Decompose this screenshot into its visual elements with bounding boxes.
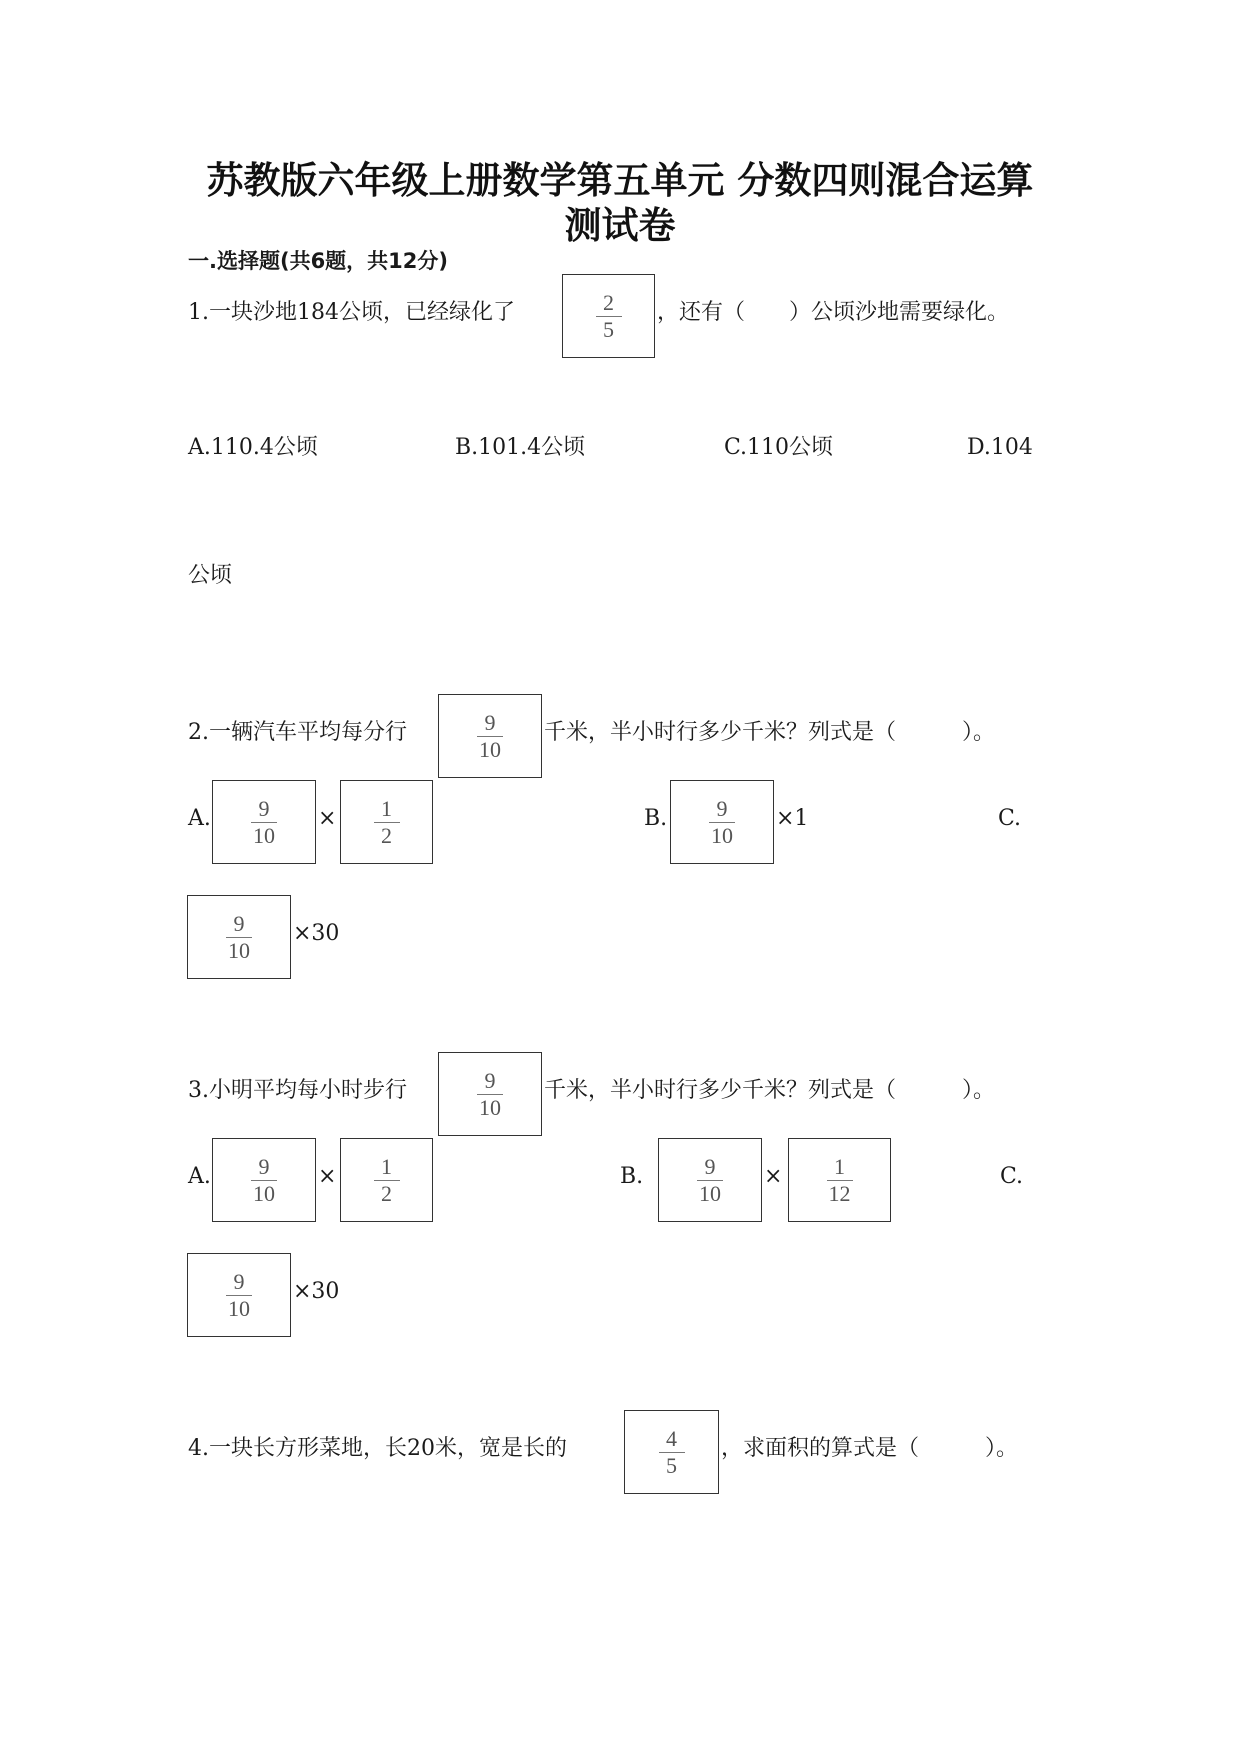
question-2-option-b-label[interactable]: B.: [644, 806, 668, 831]
question-1-option-a[interactable]: A.110.4公顷: [188, 435, 318, 460]
fraction-denominator: 10: [228, 1295, 250, 1321]
fraction-numerator: 9: [258, 795, 270, 821]
question-1-option-d[interactable]: D.104: [967, 435, 1033, 460]
fraction-numerator: 9: [233, 1268, 245, 1294]
question-1-stem-before: 1.一块沙地184公顷，已经绿化了: [188, 300, 515, 325]
question-3-stem-after: 千米，半小时行多少千米？列式是（ ）。: [544, 1078, 996, 1103]
fraction-denominator: 10: [228, 937, 250, 963]
fraction-numerator: 9: [258, 1153, 270, 1179]
question-2-fraction: [438, 694, 542, 778]
question-1-fraction: [562, 274, 655, 358]
fraction-numerator: 9: [716, 795, 728, 821]
question-2-option-b-fraction-1: [670, 780, 774, 864]
question-3-option-c-fraction-1: [187, 1253, 291, 1337]
fraction-numerator: 1: [834, 1153, 845, 1179]
fraction-denominator: 10: [479, 736, 501, 762]
fraction-numerator: 9: [233, 910, 245, 936]
question-4-stem-before: 4.一块长方形菜地，长20米，宽是长的: [188, 1436, 567, 1461]
question-3-option-a-label[interactable]: A.: [188, 1164, 211, 1189]
fraction-denominator: 10: [253, 822, 275, 848]
fraction-numerator: 9: [704, 1153, 716, 1179]
question-2-option-b-tail: ×1: [776, 806, 809, 831]
fraction-numerator: 4: [666, 1425, 677, 1451]
fraction-denominator: 5: [666, 1452, 677, 1478]
fraction-denominator: 10: [253, 1180, 275, 1206]
fraction-numerator: 1: [381, 1153, 392, 1179]
page-title-line2: 测试卷: [564, 204, 676, 247]
fraction-numerator: 9: [484, 709, 496, 735]
fraction-numerator: 1: [381, 795, 392, 821]
question-2-option-a-label[interactable]: A.: [188, 806, 211, 831]
multiply-sign: ×: [318, 806, 337, 831]
question-2-stem-after: 千米，半小时行多少千米？列式是（ ）。: [544, 720, 996, 745]
question-3-option-c-tail: ×30: [293, 1279, 340, 1304]
question-1-option-c[interactable]: C.110公顷: [724, 435, 834, 460]
fraction-denominator: 10: [699, 1180, 721, 1206]
question-1-option-d-continued: 公顷: [188, 563, 233, 588]
question-2-option-c-tail: ×30: [293, 921, 340, 946]
question-2-option-a-fraction-2: [340, 780, 433, 864]
page-title-line1: 苏教版六年级上册数学第五单元 分数四则混合运算: [206, 159, 1034, 202]
fraction-denominator: 10: [479, 1094, 501, 1120]
section-heading: 一.选择题(共6题，共12分): [188, 249, 449, 273]
question-2-option-c-fraction-1: [187, 895, 291, 979]
fraction-denominator: 2: [381, 822, 392, 848]
question-3-option-a-fraction-1: [212, 1138, 316, 1222]
question-4-fraction: [624, 1410, 719, 1494]
question-3-option-a-fraction-2: [340, 1138, 433, 1222]
question-3-option-b-label[interactable]: B.: [620, 1164, 644, 1189]
fraction-denominator: 2: [381, 1180, 392, 1206]
fraction-numerator: 9: [484, 1067, 496, 1093]
question-3-option-b-fraction-1: [658, 1138, 762, 1222]
question-1-option-b[interactable]: B.101.4公顷: [455, 435, 586, 460]
question-4-stem-after: ，求面积的算式是（ ）。: [721, 1436, 1019, 1461]
question-3-fraction: [438, 1052, 542, 1136]
fraction-numerator: 2: [603, 289, 614, 315]
question-2-option-c-label[interactable]: C.: [998, 806, 1022, 831]
fraction-denominator: 5: [603, 316, 614, 342]
fraction-denominator: 10: [711, 822, 733, 848]
fraction-denominator: 12: [828, 1180, 851, 1206]
question-2-option-a-fraction-1: [212, 780, 316, 864]
question-3-option-b-fraction-2: [788, 1138, 891, 1222]
question-1-stem-after: ，还有（ ）公顷沙地需要绿化。: [657, 300, 1010, 325]
multiply-sign: ×: [318, 1164, 337, 1189]
question-3-stem-before: 3.小明平均每小时步行: [188, 1078, 407, 1103]
multiply-sign: ×: [764, 1164, 783, 1189]
question-2-stem-before: 2.一辆汽车平均每分行: [188, 720, 407, 745]
question-3-option-c-label[interactable]: C.: [1000, 1164, 1024, 1189]
